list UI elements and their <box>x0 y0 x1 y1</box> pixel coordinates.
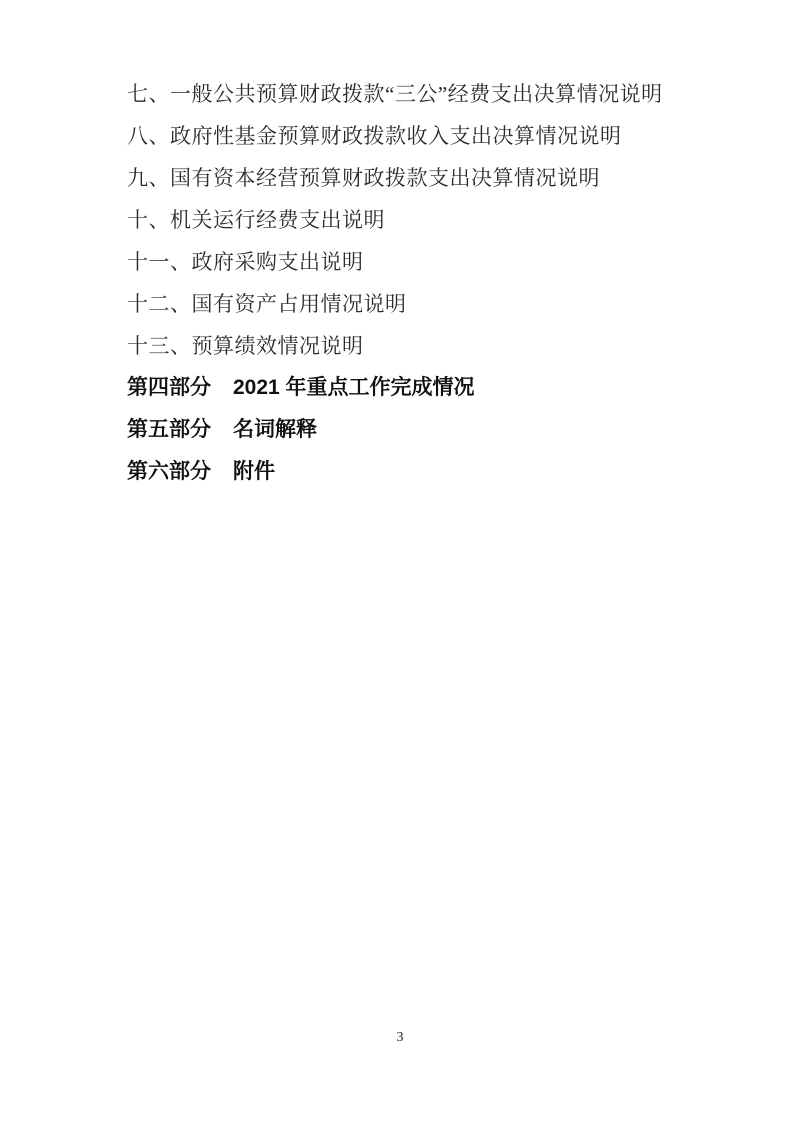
toc-item: 九、国有资本经营预算财政拨款支出决算情况说明 <box>127 166 600 190</box>
part-title: 附件 <box>233 460 275 483</box>
toc-item: 八、政府性基金预算财政拨款收入支出决算情况说明 <box>127 124 622 148</box>
part-label: 第五部分 <box>127 418 211 441</box>
toc-item: 十二、国有资产占用情况说明 <box>127 292 407 316</box>
toc-item: 七、一般公共预算财政拨款“三公”经费支出决算情况说明 <box>127 82 663 106</box>
toc-item: 十、机关运行经费支出说明 <box>127 208 385 232</box>
toc-part-heading <box>127 367 740 409</box>
toc-part-heading <box>127 409 740 451</box>
part-label: 第六部分 <box>127 460 211 483</box>
part-label: 第四部分 <box>127 376 211 399</box>
toc-item: 十三、预算绩效情况说明 <box>127 334 364 358</box>
toc-item: 十一、政府采购支出说明 <box>127 250 364 274</box>
part-title: 名词解释 <box>233 418 317 441</box>
table-of-contents <box>127 73 740 493</box>
toc-part-heading <box>127 451 740 493</box>
page-footer <box>0 1030 800 1046</box>
page-number: 3 <box>396 1030 404 1045</box>
part-title: 2021 年重点工作完成情况 <box>233 376 475 399</box>
